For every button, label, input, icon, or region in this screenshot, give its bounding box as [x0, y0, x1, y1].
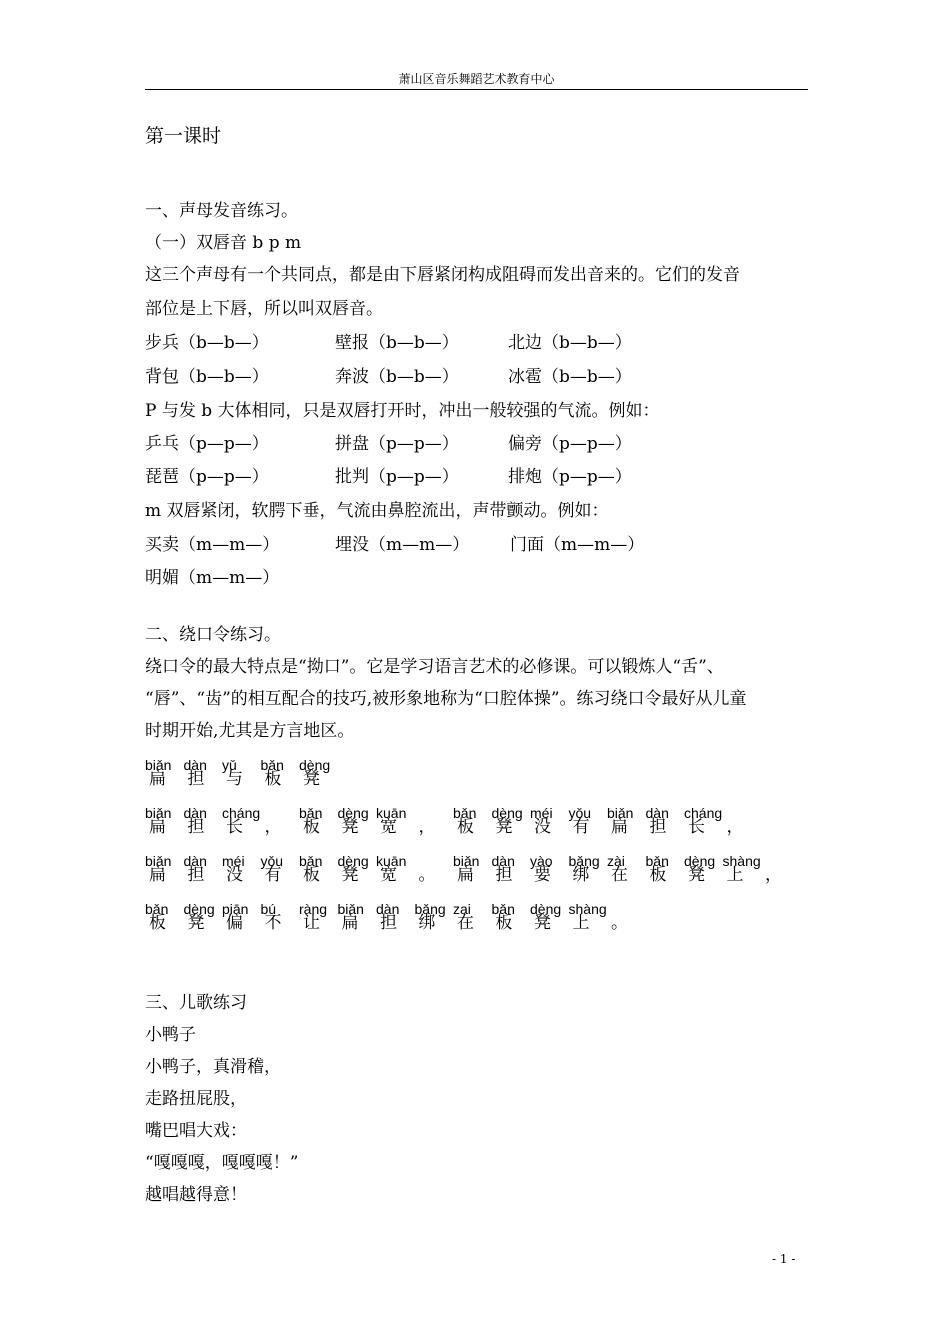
- hanzi-character: 凳: [341, 817, 359, 837]
- pinyin-syllable: bǎng: [414, 901, 446, 917]
- pinyin-syllable: dàn: [183, 805, 207, 821]
- hanzi-character: 长: [226, 817, 243, 837]
- pinyin-syllable: bǎn: [299, 853, 323, 869]
- pinyin-syllable: cháng: [684, 805, 723, 821]
- hanzi-character: 宽: [380, 865, 397, 885]
- hanzi-character: 板: [149, 913, 166, 933]
- pinyin-line: [145, 901, 805, 951]
- hanzi-character: 扁: [457, 865, 474, 885]
- hanzi-character: 凳: [341, 865, 359, 885]
- hanzi-character: 有: [572, 817, 590, 837]
- pinyin-syllable: dèng: [183, 901, 215, 917]
- pinyin-syllable: yǒu: [568, 805, 592, 821]
- paragraph: “唇”、“齿”的相互配合的技巧,被形象地称为“口腔体操”。练习绕口令最好从儿童: [145, 689, 747, 709]
- page-number: - 1 -: [772, 1252, 796, 1266]
- pinyin-syllable: kuān: [376, 853, 407, 869]
- sub-heading: （一）双唇音 b p m: [145, 233, 302, 253]
- word-pair: 北边（b—b—）: [508, 333, 632, 353]
- pinyin-syllable: cháng: [222, 805, 261, 821]
- pinyin-syllable: zài: [607, 853, 625, 869]
- hanzi-character: 担: [495, 865, 513, 885]
- word-pair: 乒乓（p—p—）: [145, 434, 269, 454]
- hanzi-character: 板: [303, 865, 320, 885]
- pinyin-syllable: bǎn: [145, 901, 169, 917]
- hanzi-character: 没: [534, 817, 551, 837]
- hanzi-character: 偏: [226, 913, 243, 933]
- word-pair: 偏旁（p—p—）: [508, 434, 632, 454]
- hanzi-character: 扁: [149, 769, 166, 789]
- pinyin-syllable: shàng: [722, 853, 761, 869]
- pinyin-syllable: shàng: [568, 901, 607, 917]
- hanzi-character: 上: [726, 865, 744, 885]
- hanzi-character: 担: [187, 769, 205, 789]
- word-pair: 背包（b—b—）: [145, 367, 269, 387]
- hanzi-character: 担: [187, 865, 205, 885]
- pinyin-syllable: zai: [453, 901, 471, 917]
- pinyin-syllable: méi: [222, 853, 245, 869]
- poem-line: 小鸭子: [145, 1025, 196, 1045]
- pinyin-syllable: bǎn: [299, 805, 323, 821]
- hanzi-character: 担: [380, 913, 397, 933]
- pinyin-syllable: kuān: [376, 805, 407, 821]
- hanzi-character: 绑: [418, 913, 436, 933]
- hanzi-character: 。: [611, 913, 628, 933]
- hanzi-character: 扁: [149, 865, 166, 885]
- pinyin-syllable: dèng: [491, 805, 523, 821]
- paragraph: 绕口令的最大特点是“拗口”。它是学习语言艺术的必修课。可以锻炼人“舌”、: [145, 657, 724, 677]
- pinyin-syllable: dàn: [376, 901, 400, 917]
- hanzi-character: 凳: [187, 913, 205, 933]
- hanzi-character: 。: [418, 865, 436, 885]
- word-pair: 买卖（m—m—）: [145, 535, 280, 555]
- word-pair: 埋没（m—m—）: [335, 535, 470, 555]
- pinyin-line: [145, 805, 805, 855]
- pinyin-syllable: bǎn: [491, 901, 515, 917]
- hanzi-character: 与: [226, 769, 243, 789]
- paragraph: P 与发 b 大体相同，只是双唇打开时，冲出一般较强的气流。例如：: [145, 401, 660, 421]
- hanzi-character: ，: [726, 817, 744, 837]
- pinyin-syllable: biǎn: [337, 901, 364, 917]
- pinyin-syllable: biǎn: [145, 853, 172, 869]
- word-pair: 批判（p—p—）: [335, 467, 459, 487]
- hanzi-character: 板: [264, 769, 282, 789]
- hanzi-character: 扁: [149, 817, 166, 837]
- paragraph: 时期开始,尤其是方言地区。: [145, 721, 355, 741]
- word-pair: 琵琶（p—p—）: [145, 467, 269, 487]
- pinyin-syllable: dèng: [684, 853, 716, 869]
- hanzi-character: 长: [688, 817, 705, 837]
- pinyin-syllable: méi: [530, 805, 553, 821]
- pinyin-syllable: bú: [260, 901, 277, 917]
- pinyin-syllable: piān: [222, 901, 249, 917]
- paragraph: 这三个声母有一个共同点，都是由下唇紧闭构成阻碍而发出音来的。它们的发音: [145, 265, 740, 285]
- word-pair: 拼盘（p—p—）: [335, 434, 459, 454]
- pinyin-syllable: yào: [530, 853, 553, 869]
- pinyin-syllable: dèng: [337, 853, 369, 869]
- hanzi-character: ，: [418, 817, 436, 837]
- page-header: 萧山区音乐舞蹈艺术教育中心: [145, 72, 808, 90]
- poem-line: “嘎嘎嘎，嘎嘎嘎！”: [145, 1153, 299, 1173]
- section-heading: 三、儿歌练习: [145, 993, 247, 1013]
- pinyin-syllable: dàn: [183, 853, 207, 869]
- pinyin-syllable: ràng: [299, 901, 328, 917]
- pinyin-syllable: dèng: [337, 805, 369, 821]
- hanzi-character: 有: [264, 865, 282, 885]
- hanzi-character: 板: [495, 913, 513, 933]
- pinyin-syllable: bǎn: [260, 757, 284, 773]
- hanzi-character: 板: [303, 817, 320, 837]
- pinyin-syllable: yǔ: [222, 757, 237, 773]
- hanzi-character: 板: [457, 817, 474, 837]
- hanzi-character: ，: [765, 865, 782, 885]
- pinyin-line: [145, 853, 805, 903]
- pinyin-syllable: biǎn: [607, 805, 634, 821]
- hanzi-character: 让: [303, 913, 320, 933]
- pinyin-syllable: dàn: [491, 853, 515, 869]
- hanzi-character: 凳: [688, 865, 705, 885]
- pinyin-syllable: dàn: [183, 757, 207, 773]
- hanzi-character: 在: [457, 913, 474, 933]
- poem-line: 嘴巴唱大戏：: [145, 1121, 247, 1141]
- section-heading: 二、绕口令练习。: [145, 625, 281, 645]
- hanzi-character: ，: [264, 817, 282, 837]
- pinyin-syllable: yǒu: [260, 853, 284, 869]
- hanzi-character: 凳: [495, 817, 513, 837]
- lesson-title: 第一课时: [145, 125, 222, 147]
- hanzi-character: 不: [264, 913, 282, 933]
- pinyin-syllable: biǎn: [145, 805, 172, 821]
- hanzi-character: 凳: [303, 769, 320, 789]
- hanzi-character: 扁: [341, 913, 359, 933]
- hanzi-character: 在: [611, 865, 628, 885]
- hanzi-character: 板: [649, 865, 667, 885]
- pinyin-line: [145, 757, 805, 807]
- pinyin-syllable: bǎn: [645, 853, 669, 869]
- hanzi-character: 担: [187, 817, 205, 837]
- paragraph: m 双唇紧闭，软腭下垂，气流由鼻腔流出，声带颤动。例如：: [145, 501, 609, 521]
- word-pair: 明媚（m—m—）: [145, 568, 280, 588]
- section-heading: 一、声母发音练习。: [145, 201, 298, 221]
- hanzi-character: 担: [649, 817, 667, 837]
- word-pair: 壁报（b—b—）: [335, 333, 459, 353]
- pinyin-syllable: dèng: [299, 757, 331, 773]
- hanzi-character: 没: [226, 865, 243, 885]
- hanzi-character: 要: [534, 865, 551, 885]
- paragraph: 部位是上下唇，所以叫双唇音。: [145, 299, 383, 319]
- pinyin-syllable: bǎn: [453, 805, 477, 821]
- pinyin-syllable: dèng: [530, 901, 562, 917]
- word-pair: 步兵（b—b—）: [145, 333, 269, 353]
- pinyin-syllable: dàn: [645, 805, 669, 821]
- poem-line: 走路扭屁股，: [145, 1089, 247, 1109]
- poem-line: 小鸭子，真滑稽，: [145, 1057, 281, 1077]
- hanzi-character: 上: [572, 913, 590, 933]
- pinyin-syllable: bǎng: [568, 853, 600, 869]
- word-pair: 奔波（b—b—）: [335, 367, 459, 387]
- hanzi-character: 凳: [534, 913, 551, 933]
- hanzi-character: 扁: [611, 817, 628, 837]
- pinyin-syllable: biǎn: [145, 757, 172, 773]
- pinyin-syllable: biǎn: [453, 853, 480, 869]
- word-pair: 排炮（p—p—）: [508, 467, 632, 487]
- hanzi-character: 宽: [380, 817, 397, 837]
- hanzi-character: 绑: [572, 865, 590, 885]
- word-pair: 冰雹（b—b—）: [508, 367, 632, 387]
- word-pair: 门面（m—m—）: [510, 535, 645, 555]
- poem-line: 越唱越得意！: [145, 1185, 247, 1205]
